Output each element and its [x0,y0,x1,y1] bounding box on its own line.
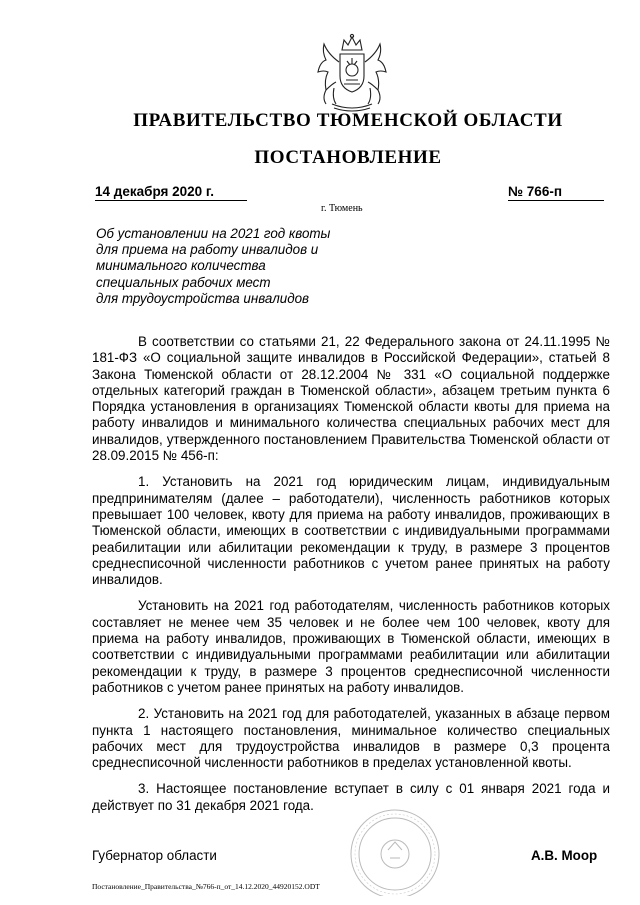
clause-2-paragraph: 2. Установить на 2021 год для работодателей, указанных в абзаце первом пункта 1 настоящего постановления, минимальное количество специальных рабочих мест для трудоустройства инвалидов в размере 0,3 процента среднесписочной численности работников в пределах установленной квоты. [92,706,610,771]
document-city: г. Тюмень [321,203,363,214]
subject-line: для приема на работу инвалидов и [96,242,319,258]
document-type-title: ПОСТАНОВЛЕНИЕ [254,147,442,168]
subject-line: минимального количества [96,258,266,274]
document-number: № 766-п [508,184,604,201]
subject-line: Об установлении на 2021 год квоты [96,226,331,241]
subject-line: для трудоустройства инвалидов [96,290,310,306]
signatory-position: Губернатор области [92,848,217,863]
organization-title: ПРАВИТЕЛЬСТВО ТЮМЕНСКОЙ ОБЛАСТИ [133,110,563,131]
document-subject [96,226,356,307]
subject-line: специальных рабочих мест [96,274,271,290]
document-body [92,334,610,814]
coat-of-arms-emblem [304,32,400,114]
signatory-name: А.В. Моор [531,848,598,863]
clause-1-paragraph: 1. Установить на 2021 год юридическим лицам, индивидуальным предпринимателям (далее – работодатели), численность работников которых превышает 100 человек, квоту для приема на работу инвалидов, проживающих в Тюменской области, имеющих в соответствии с индивидуальными программами реабилитации или абилитации рекомендации к труду, в размере 3 процентов среднесписочной численности работников с учетом ранее принятых на работу инвалидов. [92,474,610,588]
clause-3-paragraph: 3. Настоящее постановление вступает в силу с 01 января 2021 года и действует по 31 декабря 2021 года. [92,781,610,813]
clause-1-second-paragraph: Установить на 2021 год работодателям, численность работников которых составляет не менее чем 35 человек и не более чем 100 человек, квоту для приема на работу инвалидов, проживающих в Тюменской области, имеющих в соответствии с индивидуальными программами реабилитации или абилитации рекомендации к труду, в размере 3 процентов среднесписочной численности работников с учетом ранее принятых на работу инвалидов. [92,598,610,695]
official-seal-stamp [336,796,454,896]
file-name-footer: Постановление_Правительства_№766-п_от_14.12.2020_44920152.ODT [92,882,320,891]
document-date: 14 декабря 2020 г. [95,184,247,201]
preamble-paragraph: В соответствии со статьями 21, 22 Федерального закона от 24.11.1995 № 181-ФЗ «О социальной защите инвалидов в Российской Федерации», статьей 8 Закона Тюменской области от 28.12.2004 № 331 «О социальной поддержке отдельных категорий граждан в Тюменской области», абзацем третьим пункта 6 Порядка установления в организациях Тюменской области квоты для приема на работу инвалидов и минимального количества специальных рабочих мест для инвалидов, утвержденного постановлением Правительства Тюменской области от 28.09.2015 № 456-п: [92,334,610,464]
